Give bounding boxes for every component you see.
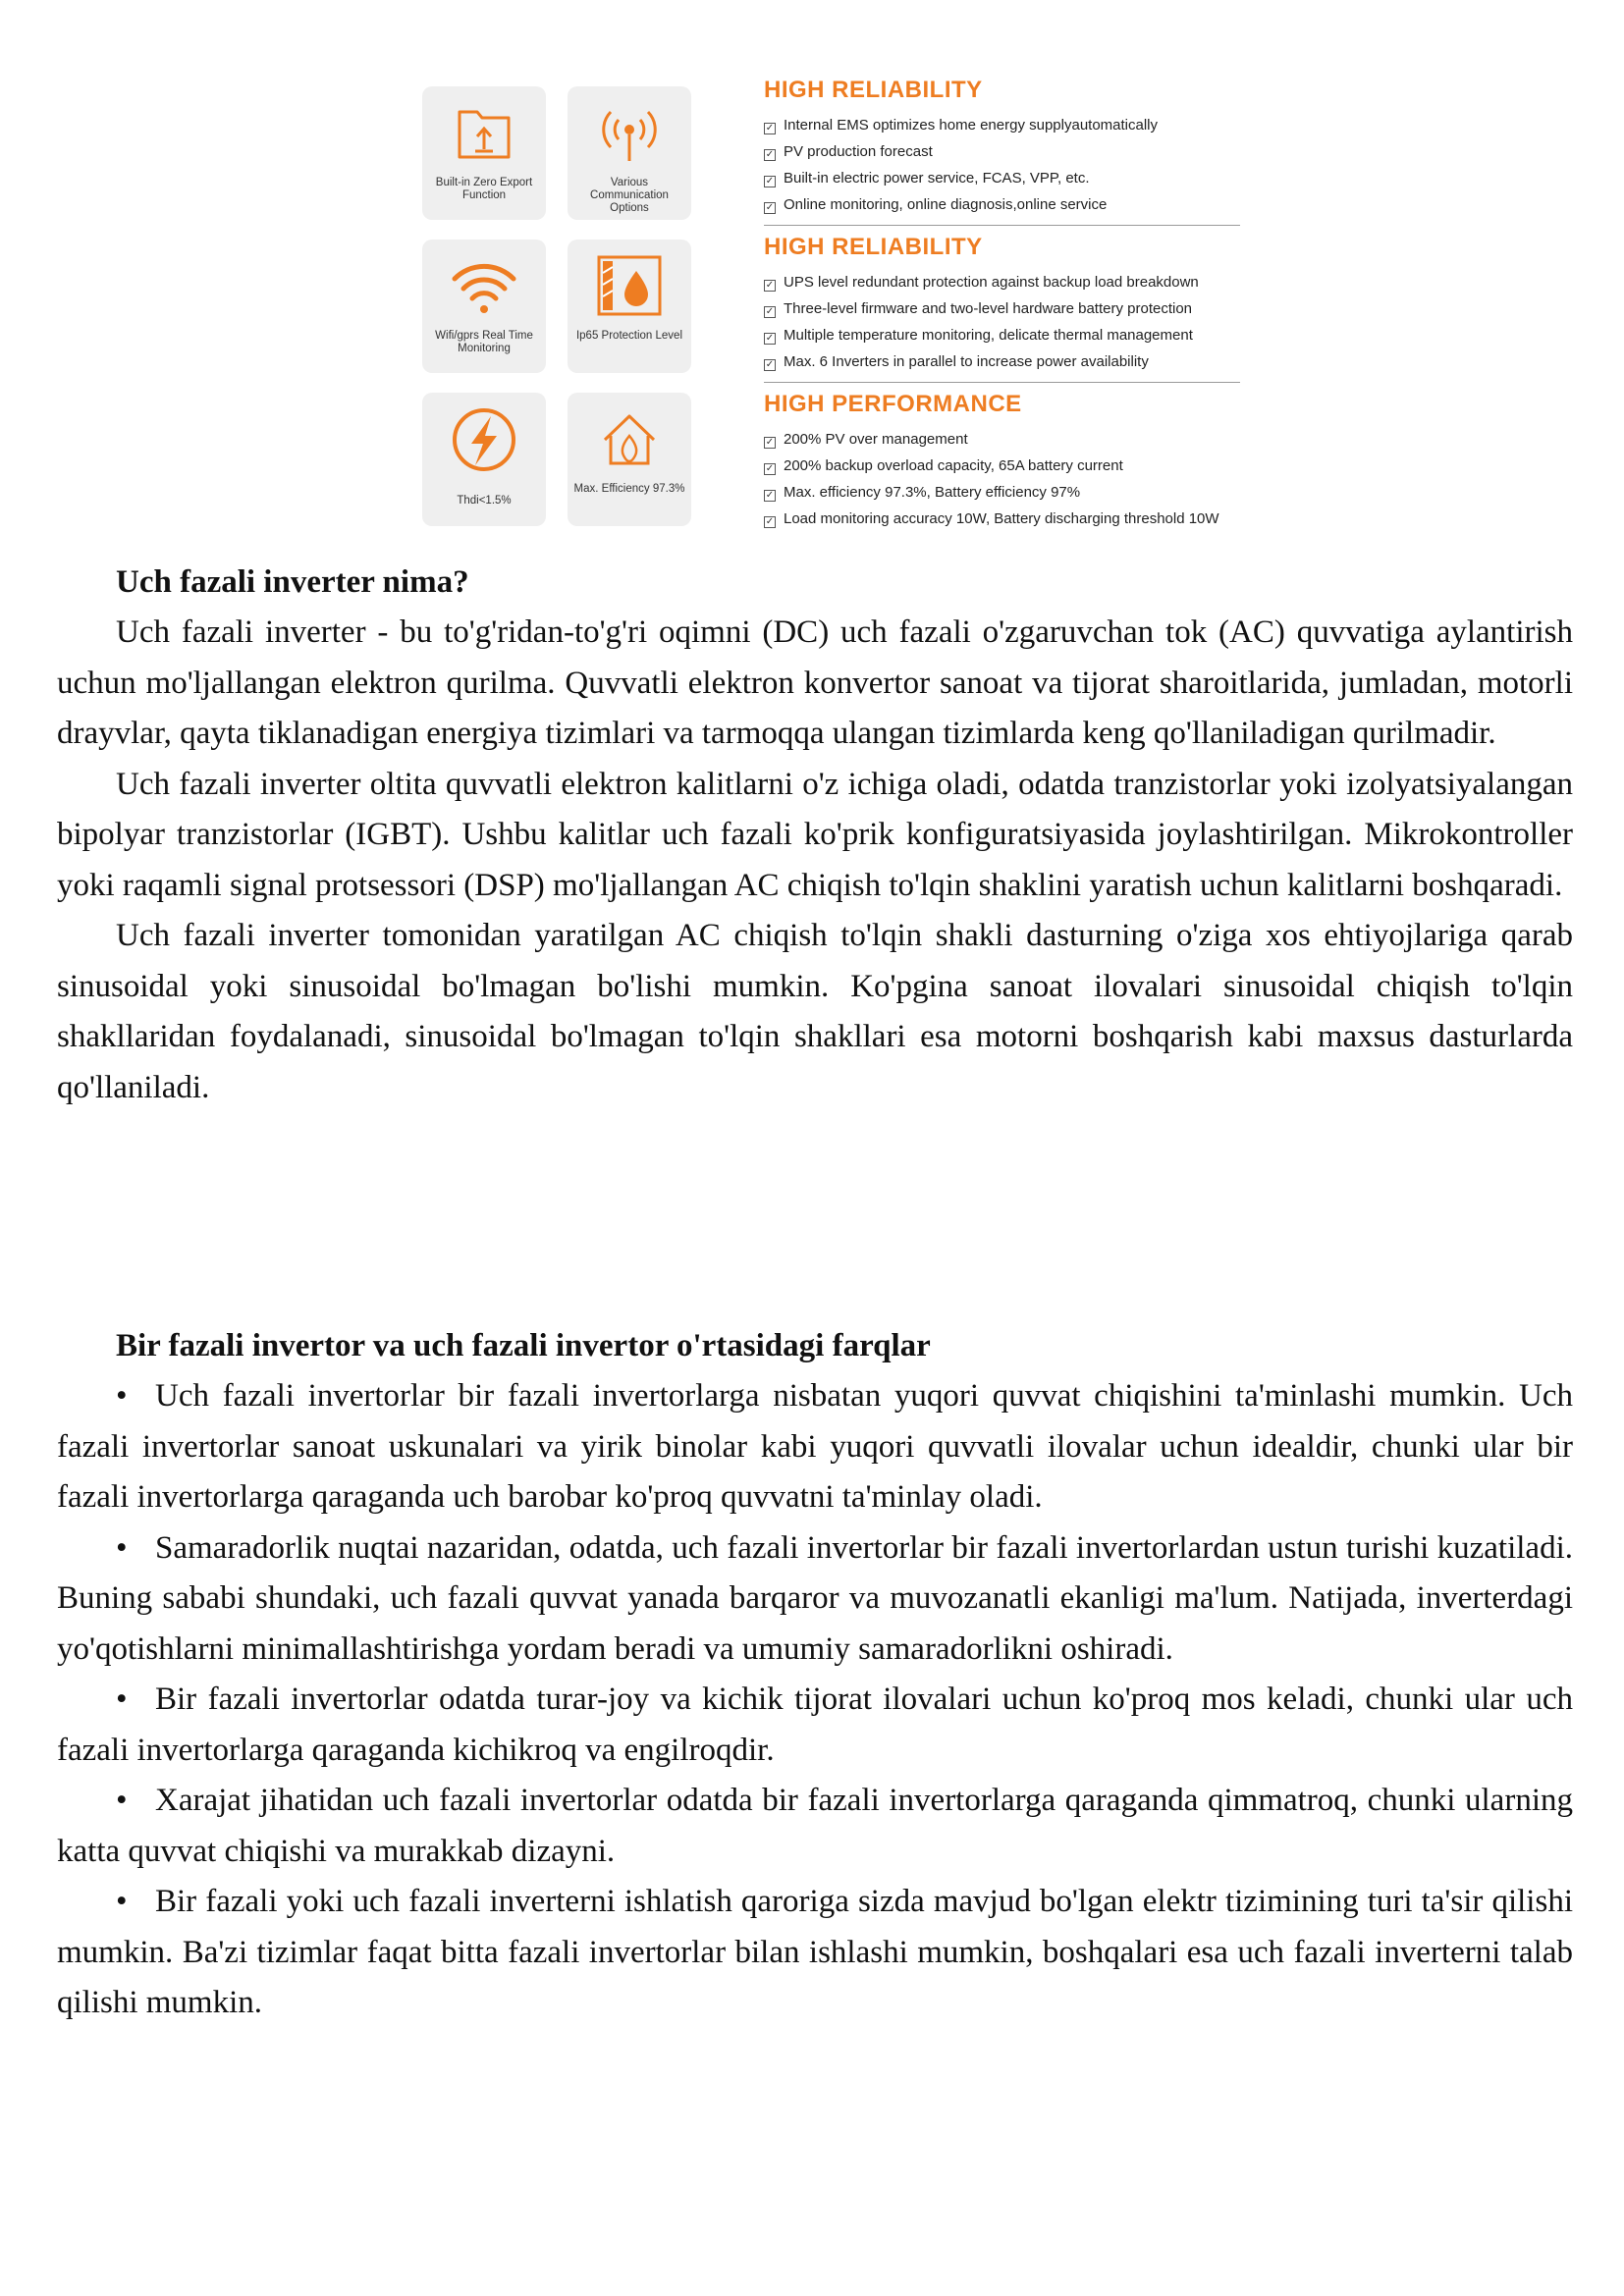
tile-caption: Various Communication Options	[590, 177, 669, 214]
feature-tile-efficiency	[568, 393, 691, 526]
feature-item: ✓ Multiple temperature monitoring, delicate thermal management	[765, 327, 1193, 344]
checkbox-icon: ✓	[765, 463, 775, 474]
feature-group-title: HIGH PERFORMANCE	[764, 391, 1022, 417]
feature-tile-communication	[568, 86, 691, 220]
section-heading: Uch fazali inverter nima?	[116, 564, 469, 600]
checkbox-icon: ✓	[765, 490, 775, 501]
checkbox-icon: ✓	[765, 202, 775, 213]
checkbox-icon: ✓	[765, 516, 775, 527]
antenna-icon	[568, 100, 691, 169]
paragraph: Uch fazali inverter oltita quvvatli elektron kalitlarni o'z ichiga oladi, odatda tranzistorlar yoki izolyatsiyalangan bipolyar tranzistorlar (IGBT). Ushbu kalitlar uch fazali ko'prik konfiguratsiyasida joylashtirilgan. Mikrokontroller yoki raqamli signal protsessori (DSP) mo'ljallangan AC chiqish to'lqin shaklini yaratish uchun kalitlarni boshqaradi.	[57, 766, 1573, 903]
feature-item: ✓ 200% backup overload capacity, 65A battery current	[765, 457, 1123, 474]
feature-item: ✓ Max. efficiency 97.3%, Battery efficiency 97%	[765, 484, 1081, 501]
lightning-bolt-icon	[422, 406, 546, 475]
paragraph: Uch fazali inverter - bu to'g'ridan-to'g'ri oqimni (DC) uch fazali o'zgaruvchan tok (AC) quvvatiga aylantirish uchun mo'ljallangan elektron qurilma. Quvvatli elektron konvertor sanoat va tijorat sharoitlarida, jumladan, motorli drayvlar, qayta tiklanadigan energiya tizimlari va tarmoqqa ulangan tizimlarda keng qo'llaniladigan qurilmadir.	[57, 614, 1573, 751]
feature-tile-zero-export	[422, 86, 546, 220]
paragraph: Uch fazali inverter tomonidan yaratilgan AC chiqish to'lqin shakli dasturning o'ziga xos ehtiyojlariga qarab sinusoidal yoki sinusoidal bo'lmagan bo'lishi mumkin. Ko'pgina sanoat ilovalari sinusoidal chiqish to'lqin shakllaridan foydalanadi, sinusoidal bo'lmagan to'lqin shakllari esa motorni boshqarish kabi maxsus dasturlarda qo'llaniladi.	[57, 918, 1573, 1105]
feature-item: ✓ Three-level firmware and two-level hardware battery protection	[765, 300, 1193, 317]
checkbox-icon: ✓	[765, 333, 775, 344]
list-item: • Bir fazali invertorlar odatda turar-joy va kichik tijorat ilovalari uchun ko'proq mos keladi, chunki ular uch fazali invertorlarga qaraganda kichikroq va engilroqdir.	[57, 1675, 1573, 1776]
feature-group-reliability-1	[764, 77, 1255, 226]
list-item: • Bir fazali yoki uch fazali inverterni ishlatish qaroriga sizda mavjud bo'lgan elektr tizimining turi ta'sir qilishi mumkin. Ba'zi tizimlar faqat bitta fazali invertorlar bilan ishlashi mumkin, boshqalari esa uch fazali inverterni talab qilishi mumkin.	[57, 1877, 1573, 2029]
list-item: • Samaradorlik nuqtai nazaridan, odatda, uch fazali invertorlar bir fazali invertorlardan ustun turishi kuzatiladi. Buning sababi shundaki, uch fazali quvvat yanada barqaror va muvozanatli ekanligi ma'lum. Natijada, inverterdagi yo'qotishlarni minimallashtirishga yordam beradi va umumiy samaradorlikni oshiradi.	[57, 1523, 1573, 1676]
list-item: • Xarajat jihatidan uch fazali invertorlar odatda bir fazali invertorlarga qaraganda qimmatroq, chunki ularning katta quvvat chiqishi va murakkab dizayni.	[57, 1776, 1573, 1877]
feature-tile-ip65	[568, 240, 691, 373]
feature-tile-thdi	[422, 393, 546, 526]
section-heading: Bir fazali invertor va uch fazali invertor o'rtasidagi farqlar	[116, 1328, 931, 1363]
feature-group-title: HIGH RELIABILITY	[764, 234, 983, 260]
feature-item: ✓ Max. 6 Inverters in parallel to increase power availability	[765, 353, 1149, 370]
feature-list	[764, 269, 1255, 375]
divider	[764, 225, 1240, 226]
ip65-water-drop-icon	[568, 253, 691, 322]
section-what-is-three-phase-inverter	[57, 558, 1573, 1113]
tile-caption: Wifi/gprs Real Time Monitoring	[435, 330, 533, 354]
tile-caption: Thdi<1.5%	[457, 495, 512, 507]
feature-item: ✓ PV production forecast	[765, 143, 933, 160]
feature-item: ✓ Internal EMS optimizes home energy supplyautomatically	[765, 117, 1159, 133]
feature-group-reliability-2	[764, 234, 1255, 383]
house-flame-icon	[568, 406, 691, 475]
checkbox-icon: ✓	[765, 280, 775, 291]
wifi-icon	[422, 253, 546, 322]
list-item: • Uch fazali invertorlar bir fazali invertorlarga nisbatan yuqori quvvat chiqishini ta'minlashi mumkin. Uch fazali invertorlar sanoat uskunalari va yirik binolar kabi yuqori quvvatli ilovalar uchun idealdir, chunki ular bir fazali invertorlarga qaraganda uch barobar ko'proq quvvatni ta'minlay oladi.	[57, 1371, 1573, 1523]
checkbox-icon: ✓	[765, 437, 775, 448]
feature-item: ✓ UPS level redundant protection against backup load breakdown	[765, 274, 1199, 291]
checkbox-icon: ✓	[765, 149, 775, 160]
tile-caption: Max. Efficiency 97.3%	[573, 483, 685, 495]
section-differences	[57, 1321, 1573, 2029]
feature-item: ✓ Online monitoring, online diagnosis,online service	[765, 196, 1108, 213]
feature-item: ✓ Load monitoring accuracy 10W, Battery discharging threshold 10W	[765, 510, 1219, 527]
product-infographic	[412, 77, 1296, 538]
checkbox-icon: ✓	[765, 176, 775, 187]
feature-group-title: HIGH RELIABILITY	[764, 77, 983, 103]
divider	[764, 382, 1240, 383]
feature-item: ✓ Built-in electric power service, FCAS, VPP, etc.	[765, 170, 1090, 187]
feature-item: ✓ 200% PV over management	[765, 431, 968, 448]
folder-upload-icon	[422, 100, 546, 169]
checkbox-icon: ✓	[765, 123, 775, 133]
tile-caption: Built-in Zero Export Function	[435, 177, 533, 201]
checkbox-icon: ✓	[765, 306, 775, 317]
feature-group-performance	[764, 391, 1255, 532]
feature-list	[764, 112, 1255, 218]
checkbox-icon: ✓	[765, 359, 775, 370]
tile-caption: Ip65 Protection Level	[575, 330, 683, 342]
feature-list	[764, 426, 1255, 532]
feature-tile-wifi-monitoring	[422, 240, 546, 373]
